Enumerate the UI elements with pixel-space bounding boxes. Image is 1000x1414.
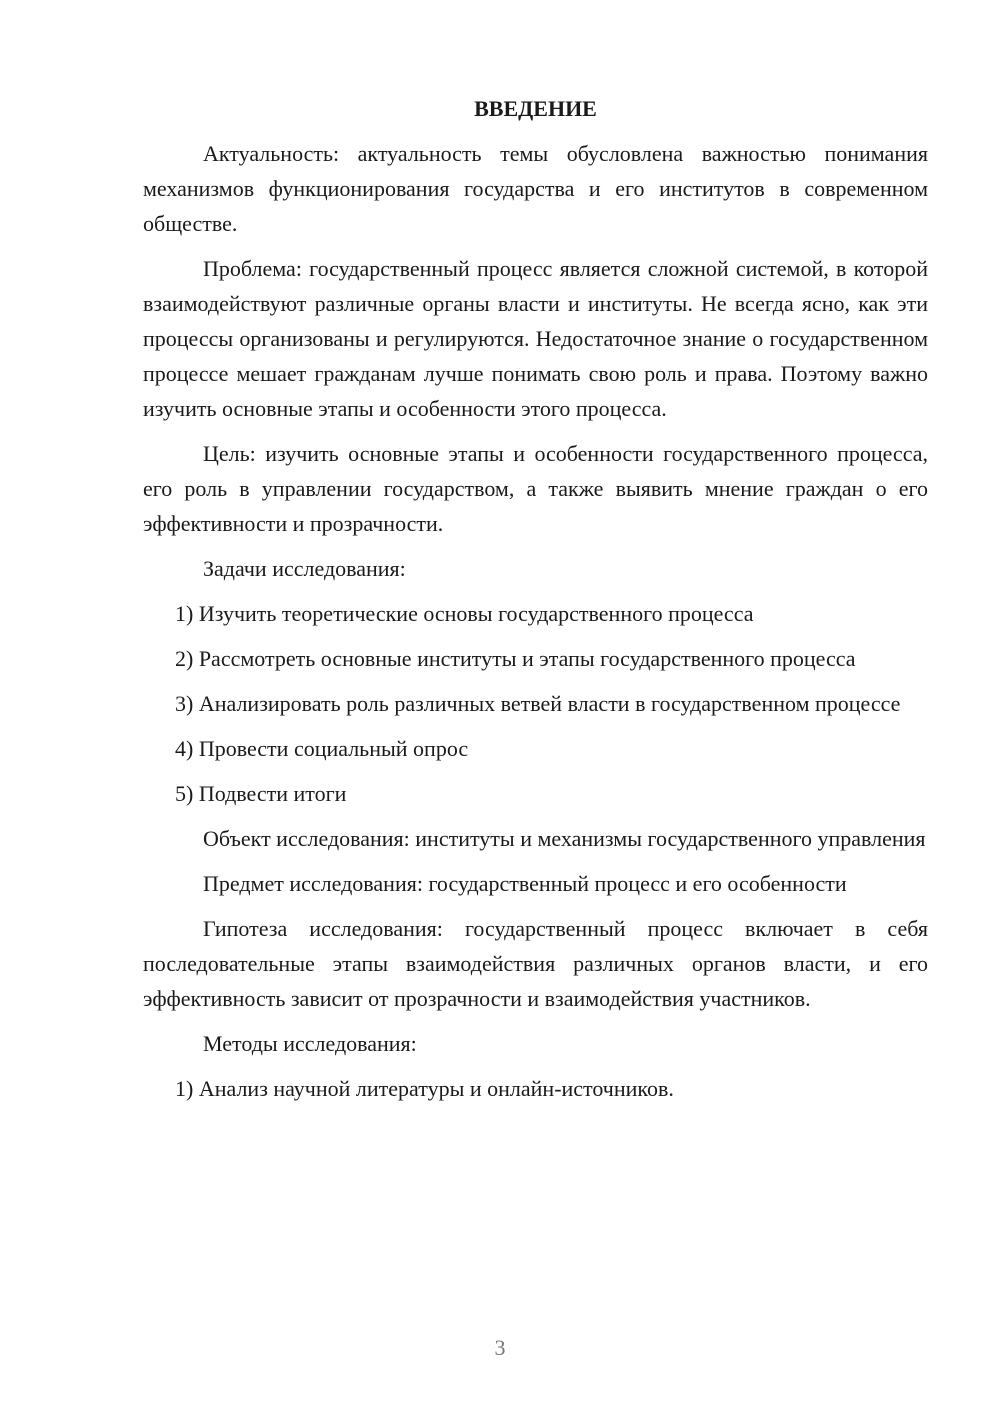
- paragraph-goal: Цель: изучить основные этапы и особенности государственного процесса, его роль в управлении государством, а также выявить мнение граждан о его эффективности и прозрачности.: [143, 441, 928, 536]
- paragraph-hypothesis: Гипотеза исследования: государственный процесс включает в себя последовательные этапы взаимодействия различных органов власти, и его эффективность зависит от прозрачности и взаимодействия участников.: [143, 916, 928, 1011]
- document-body: [143, 91, 928, 1116]
- task-item-4: 4) Провести социальный опрос: [175, 736, 469, 761]
- task-item-1: 1) Изучить теоретические основы государственного процесса: [175, 601, 754, 626]
- methods-heading: Методы исследования:: [203, 1031, 417, 1056]
- page-number: 3: [494, 1335, 506, 1360]
- page-title: ВВЕДЕНИЕ: [474, 96, 597, 121]
- method-item-1: 1) Анализ научной литературы и онлайн-источников.: [175, 1076, 674, 1101]
- paragraph-problem: Проблема: государственный процесс является сложной системой, в которой взаимодействуют различные органы власти и институты. Не всегда ясно, как эти процессы организованы и регулируются. Недостаточное знание о государственном процессе мешает гражданам лучше понимать свою роль и права. Поэтому важно изучить основные этапы и особенности этого процесса.: [143, 256, 928, 421]
- tasks-heading: Задачи исследования:: [203, 556, 406, 581]
- task-item-5: 5) Подвести итоги: [175, 781, 347, 806]
- paragraph-relevance: Актуальность: актуальность темы обусловлена важностью понимания механизмов функционирования государства и его институтов в современном обществе.: [143, 141, 928, 236]
- task-item-2: 2) Рассмотреть основные институты и этапы государственного процесса: [175, 646, 856, 671]
- task-item-3: 3) Анализировать роль различных ветвей власти в государственном процессе: [175, 691, 901, 716]
- paragraph-object: Объект исследования: институты и механизмы государственного управления: [203, 826, 926, 851]
- paragraph-subject: Предмет исследования: государственный процесс и его особенности: [203, 871, 847, 896]
